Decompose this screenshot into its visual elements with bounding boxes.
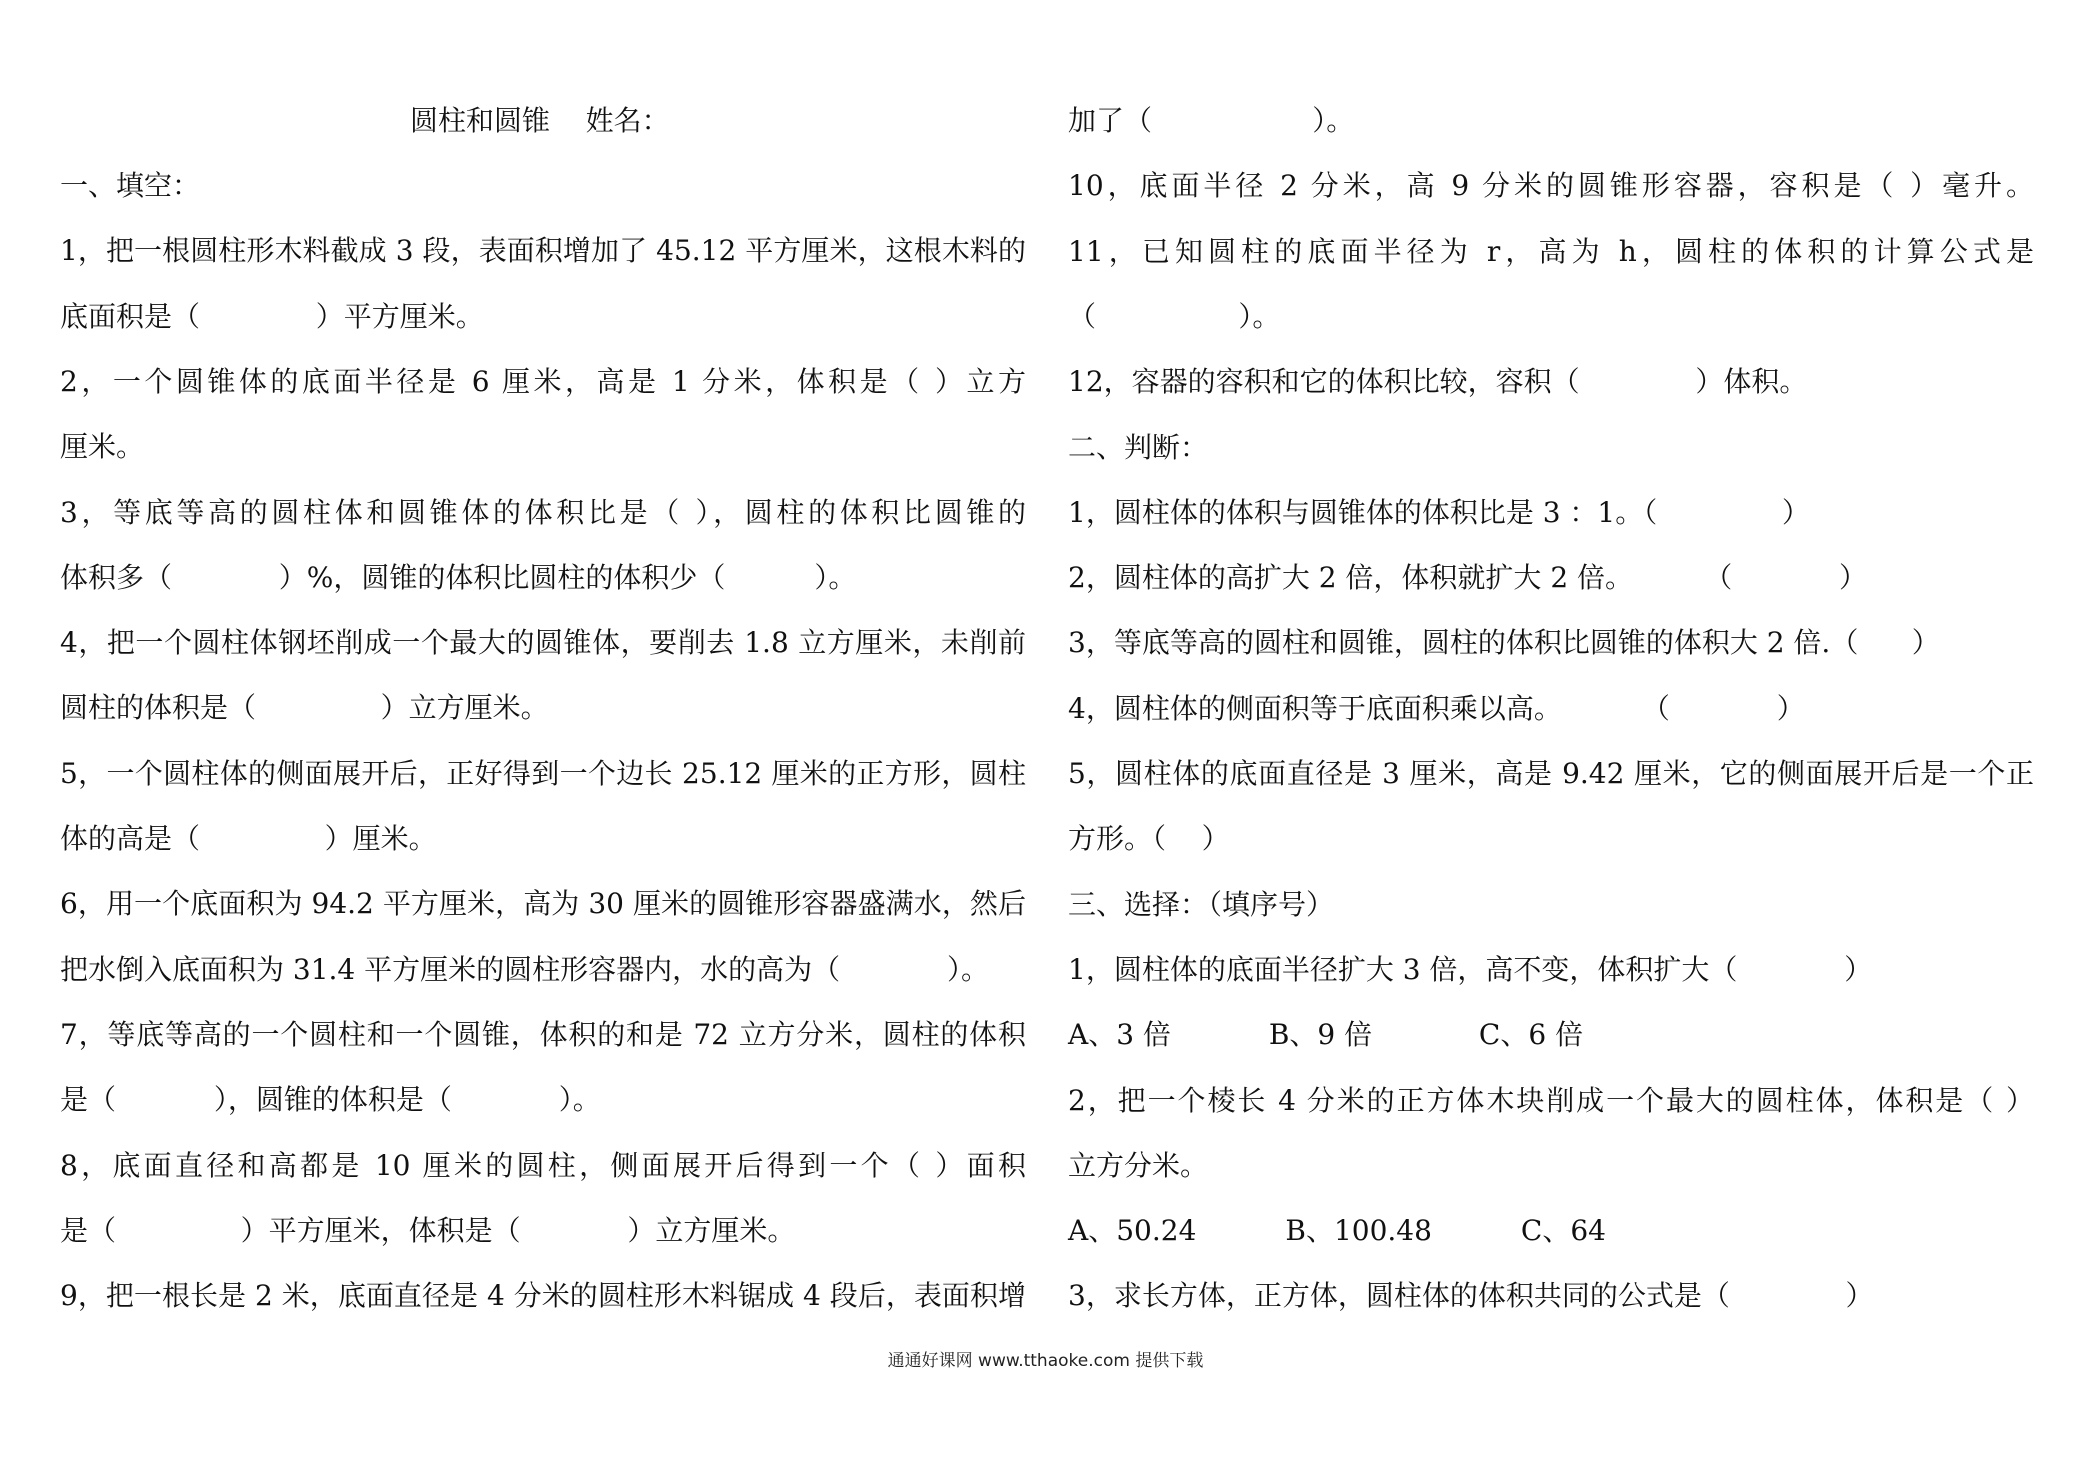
right-line: 5，圆柱体的底面直径是 3 厘米，高是 9.42 厘米，它的侧面展开后是一个正: [1068, 757, 2034, 790]
left-line: 7，等底等高的一个圆柱和一个圆锥，体积的和是 72 立方分米，圆柱的体积: [60, 1017, 1026, 1051]
left-line: 一、填空：: [60, 169, 201, 202]
right-line: 加了（ ）。: [1068, 104, 1355, 137]
left-line: 1，把一根圆柱形木料截成 3 段，表面积增加了 45.12 平方厘米，这根木料的: [60, 234, 1026, 268]
page-footer: 通通好课网 www.tthaoke.com 提供下载: [887, 1351, 1204, 1371]
right-line: 3，等底等高的圆柱和圆锥，圆柱的体积比圆锥的体积大 2 倍.（ ）: [1068, 626, 1940, 660]
left-line: 体积多（ ）%，圆锥的体积比圆柱的体积少（ ）。: [60, 560, 857, 594]
left-column: [60, 0, 1026, 1476]
right-line: 12，容器的容积和它的体积比较，容积（ ）体积。: [1068, 365, 1808, 399]
left-line: 4，把一个圆柱体钢坯削成一个最大的圆锥体，要削去 1.8 立方厘米，未削前: [60, 626, 1026, 660]
right-line: A、3 倍 B、9 倍 C、6 倍: [1068, 1018, 1584, 1052]
right-column: [1068, 0, 2034, 1476]
right-line: 1，圆柱体的体积与圆锥体的体积比是 3 ：1。（ ）: [1068, 495, 1810, 529]
right-line: 10，底面半径 2 分米，高 9 分米的圆锥形容器，容积是（ ）毫升。: [1068, 169, 2034, 203]
left-line: 厘米。: [60, 430, 145, 464]
right-line: 2，把一个棱长 4 分米的正方体木块削成一个最大的圆柱体，体积是（ ）: [1068, 1083, 2034, 1117]
page-title: 圆柱和圆锥 姓名：: [410, 104, 670, 137]
right-line: 3，求长方体，正方体，圆柱体的体积共同的公式是（ ）: [1068, 1279, 1874, 1313]
left-line: 体的高是（ ）厘米。: [60, 822, 437, 855]
left-line: 圆柱的体积是（ ）立方厘米。: [60, 691, 549, 725]
left-line: 把水倒入底面积为 31.4 平方厘米的圆柱形容器内，水的高为（ ）。: [60, 952, 989, 986]
right-line: 立方分米。: [1068, 1148, 1209, 1182]
left-line: 5，一个圆柱体的侧面展开后，正好得到一个边长 25.12 厘米的正方形，圆柱: [60, 756, 1026, 790]
right-line: 4，圆柱体的侧面积等于底面积乘以高。 （ ）: [1068, 691, 1805, 725]
right-line: （ ）。: [1068, 299, 1281, 333]
left-line: 是（ ）平方厘米，体积是（ ）立方厘米。: [60, 1213, 796, 1247]
left-line: 3，等底等高的圆柱体和圆锥体的体积比是（ ），圆柱的体积比圆锥的: [60, 495, 1026, 529]
right-line: 11，已知圆柱的底面半径为 r，高为 h，圆柱的体积的计算公式是: [1068, 234, 2034, 268]
left-line: 是（ ），圆锥的体积是（ ）。: [60, 1083, 601, 1117]
right-line: 2，圆柱体的高扩大 2 倍，体积就扩大 2 倍。 （ ）: [1068, 561, 1868, 595]
right-line: A、50.24 B、100.48 C、64: [1068, 1214, 1606, 1248]
left-line: 9，把一根长是 2 米，底面直径是 4 分米的圆柱形木料锯成 4 段后，表面积增: [60, 1279, 1026, 1313]
left-line: 8，底面直径和高都是 10 厘米的圆柱，侧面展开后得到一个（ ）面积: [60, 1148, 1026, 1182]
left-line: 6，用一个底面积为 94.2 平方厘米，高为 30 厘米的圆锥形容器盛满水，然后: [60, 887, 1026, 921]
right-line: 三、选择：（填序号）: [1068, 887, 1335, 921]
left-line: 底面积是（ ）平方厘米。: [60, 299, 484, 333]
right-line: 方形。（ ）: [1068, 822, 1230, 856]
right-line: 二、判断：: [1068, 430, 1209, 464]
left-line: 2，一个圆锥体的底面半径是 6 厘米，高是 1 分米，体积是（ ）立方: [60, 364, 1026, 398]
right-line: 1，圆柱体的底面半径扩大 3 倍，高不变，体积扩大（ ）: [1068, 952, 1873, 986]
